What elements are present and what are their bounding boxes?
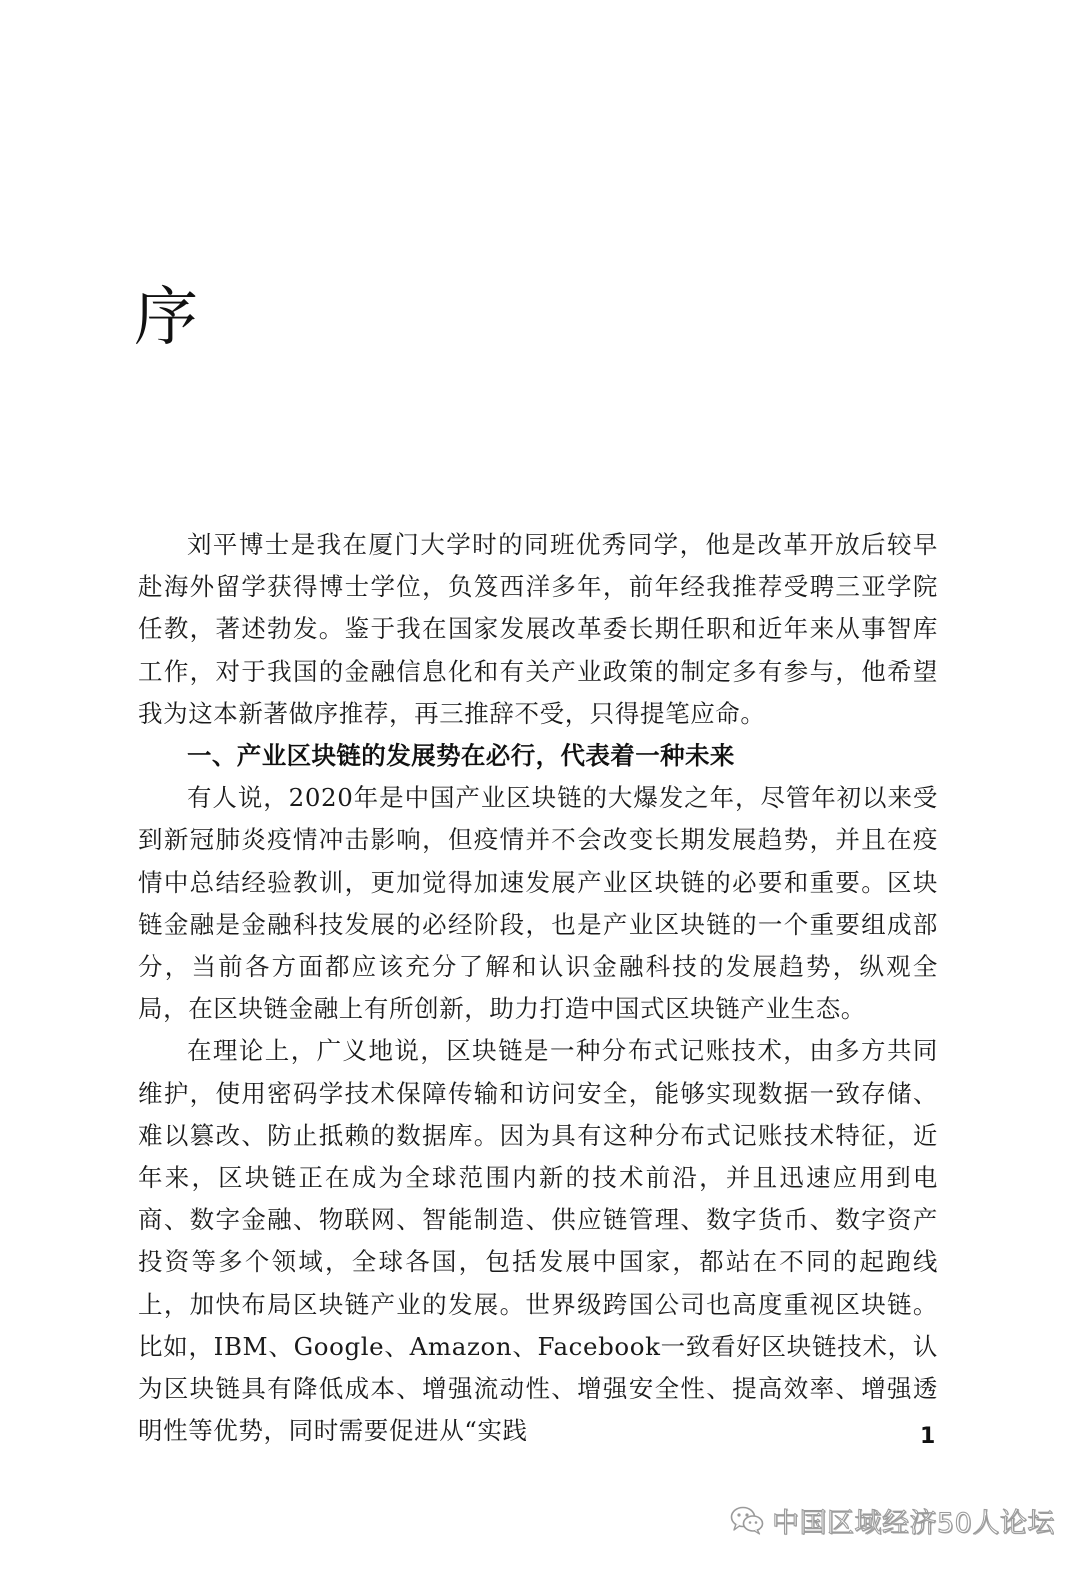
chapter-title: 序 [134, 281, 198, 355]
paragraph-theory: 在理论上，广义地说，区块链是一种分布式记账技术，由多方共同维护，使用密码学技术保障传输和访问安全，能够实现数据一致存储、难以篡改、防止抵赖的数据库。因为具有这种分布式记账技术特征，近年来，区块链正在成为全球范围内新的技术前沿，并且迅速应用到电商、数字金融、物联网、智能制造、供应链管理、数字货币、数字资产投资等多个领域，全球各国，包括发展中国家，都站在不同的起跑线上，加快布局区块链产业的发展。世界级跨国公司也高度重视区块链。比如，IBM、Google、Amazon、Facebook一致看好区块链技术，认为区块链具有降低成本、增强流动性、增强安全性、提高效率、增强透明性等优势，同时需要促进从“实践 [138, 1036, 938, 1446]
paragraph-2020: 有人说，2020年是中国产业区块链的大爆发之年，尽管年初以来受到新冠肺炎疫情冲击影响，但疫情并不会改变长期发展趋势，并且在疫情中总结经验教训，更加觉得加速发展产业区块链的必要和重要。区块链金融是金融科技发展的必经阶段，也是产业区块链的一个重要组成部分，当前各方面都应该充分了解和认识金融科技的发展趋势，纵观全局，在区块链金融上有所创新，助力打造中国式区块链产业生态。 [138, 783, 938, 1024]
wechat-icon [730, 1505, 764, 1535]
watermark-text: 中国区域经济50人论坛 [772, 1507, 1055, 1539]
paragraph-intro: 刘平博士是我在厦门大学时的同班优秀同学，他是改革开放后较早赴海外留学获得博士学位，负笈西洋多年，前年经我推荐受聘三亚学院任教，著述勃发。鉴于我在国家发展改革委长期任职和近年来从事智库工作，对于我国的金融信息化和有关产业政策的制定多有参与，他希望我为这本新著做序推荐，再三推辞不受，只得提笔应命。 [138, 530, 938, 728]
section-heading: 一、产业区块链的发展势在必行，代表着一种未来 [187, 741, 735, 771]
page-number: 1 [920, 1424, 936, 1449]
body-text [138, 524, 938, 1452]
watermark [730, 1498, 1055, 1542]
